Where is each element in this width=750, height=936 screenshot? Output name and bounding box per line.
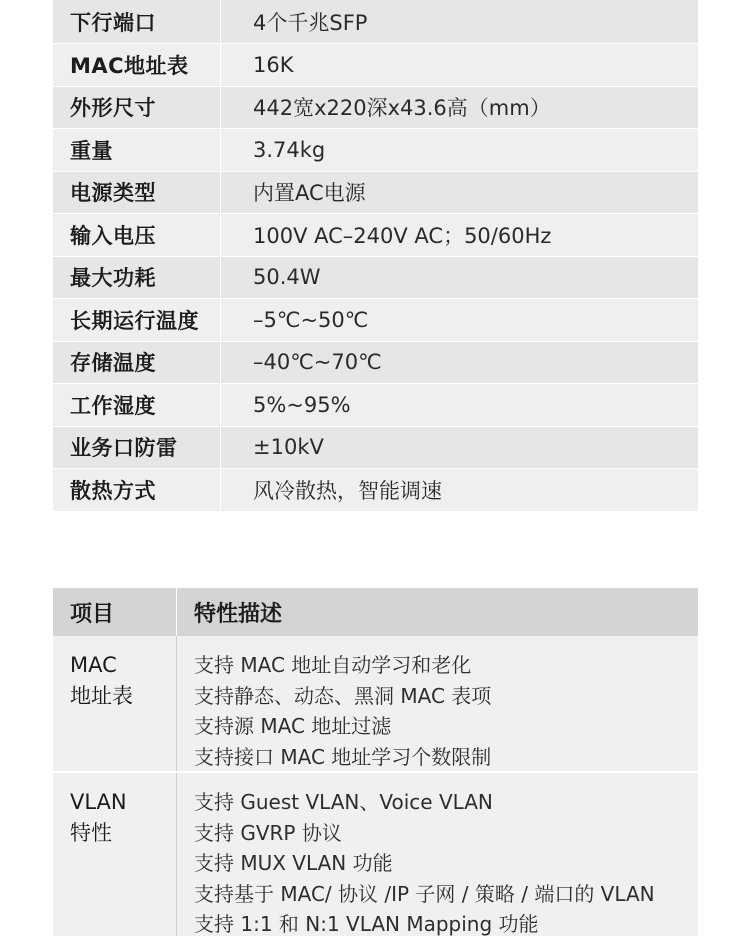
spec-row-max-power [53,257,698,300]
feature-item-line: MAC [70,653,117,677]
feature-item-line: VLAN [70,790,127,814]
spec-label: 输入电压 [53,214,221,256]
spec-row-mac-table [53,44,698,87]
feature-line: 支持 Guest VLAN、Voice VLAN [194,790,493,814]
spec-value: 4个千兆SFP [253,10,368,35]
spec-row-cooling [53,469,698,512]
feature-item [53,636,177,771]
feature-line: 支持 1:1 和 N:1 VLAN Mapping 功能 [194,912,539,936]
spec-row-power-type [53,172,698,215]
spec-value: –40℃~70℃ [253,350,382,375]
spec-label: 外形尺寸 [53,87,221,129]
feature-line: 支持 MAC 地址自动学习和老化 [194,653,472,677]
feature-line: 支持接口 MAC 地址学习个数限制 [194,744,492,769]
spec-label: 业务口防雷 [53,427,221,469]
spec-label: 长期运行温度 [53,299,221,341]
feature-item [53,773,177,936]
feature-line: 支持 MUX VLAN 功能 [194,851,393,875]
feature-description [177,636,698,771]
spec-value: 50.4W [253,265,321,290]
spec-label: 电源类型 [53,172,221,214]
feature-line: 支持源 MAC 地址过滤 [194,714,392,738]
spec-row-operating-temp [53,299,698,342]
spec-label: 散热方式 [53,469,221,511]
spec-value: 3.74kg [253,137,326,162]
spec-label: MAC地址表 [53,44,221,86]
feature-line: 支持静态、动态、黑洞 MAC 表项 [194,683,492,708]
feature-line: 支持 GVRP 协议 [194,820,342,845]
spec-value: 16K [253,52,294,77]
feature-table-header [53,588,698,636]
spec-row-input-voltage [53,214,698,257]
spec-value: 风冷散热，智能调速 [253,478,442,503]
feature-item-line: 特性 [70,821,112,845]
spec-value: 442宽x220深x43.6高（mm） [253,96,551,121]
spec-label: 最大功耗 [53,257,221,299]
spec-value: 内置AC电源 [253,181,366,206]
spec-label: 存储温度 [53,342,221,384]
spec-row-weight [53,129,698,172]
header-item: 项目 [53,588,177,636]
feature-description [177,773,698,936]
spec-value: ±10kV [253,435,324,460]
feature-line: 支持基于 MAC/ 协议 /IP 子网 / 策略 / 端口的 VLAN [194,881,655,906]
spec-value: –5℃~50℃ [253,307,369,332]
spec-label: 工作湿度 [53,384,221,426]
spec-row-downlink-ports [53,0,698,44]
header-description: 特性描述 [194,601,283,627]
spec-table [53,0,698,512]
feature-row-mac [53,636,698,773]
spec-row-humidity [53,384,698,427]
spec-label: 下行端口 [53,0,221,43]
spec-value: 100V AC–240V AC；50/60Hz [253,223,552,248]
spec-value: 5%~95% [253,392,351,417]
spec-row-surge-protection [53,427,698,470]
feature-item-line: 地址表 [70,684,133,708]
feature-table [53,588,698,936]
spec-label: 重量 [53,129,221,171]
spec-row-storage-temp [53,342,698,385]
spec-row-dimensions [53,87,698,130]
feature-row-vlan [53,773,698,936]
